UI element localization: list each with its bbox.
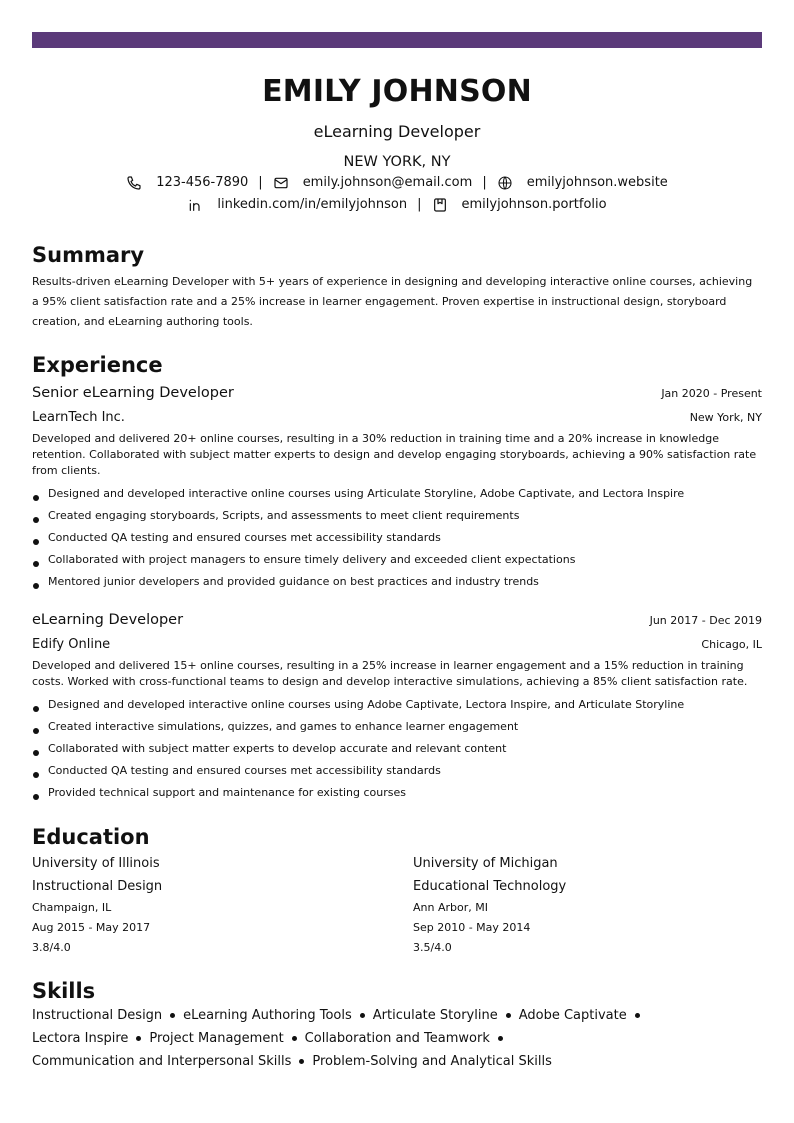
bullet-dot xyxy=(299,1059,304,1064)
edu-location: Champaign, IL xyxy=(32,901,112,914)
job-role: Senior eLearning Developer xyxy=(32,385,234,401)
email-address[interactable]: emily.johnson@email.com xyxy=(302,175,473,190)
bullet-dot xyxy=(498,1036,503,1041)
list-item: Conducted QA testing and ensured courses met accessibility standards xyxy=(32,760,762,782)
skill-item: Communication and Interpersonal Skills xyxy=(32,1054,292,1069)
job-location: Chicago, IL xyxy=(701,638,762,651)
edu-dates: Aug 2015 - May 2017 xyxy=(32,921,151,934)
portfolio-icon xyxy=(432,197,448,213)
resume-header xyxy=(32,74,762,216)
edu-field: Instructional Design xyxy=(32,879,163,894)
experience-heading: Experience xyxy=(32,353,163,377)
bullet-dot xyxy=(136,1036,141,1041)
edu-field: Educational Technology xyxy=(413,879,567,894)
job-role: eLearning Developer xyxy=(32,612,184,628)
job-entry xyxy=(32,382,762,593)
education-entry xyxy=(32,852,413,958)
list-item: Designed and developed interactive online courses using Adobe Captivate, Lectora Inspire, and Articulate Storyline xyxy=(32,694,762,716)
bullet-dot xyxy=(635,1013,640,1018)
skills-row xyxy=(32,1027,762,1050)
skills-row xyxy=(32,1050,762,1073)
list-item: Collaborated with subject matter experts to develop accurate and relevant content xyxy=(32,738,762,760)
contact-separator: | xyxy=(417,197,422,212)
edu-gpa: 3.5/4.0 xyxy=(413,941,452,954)
edu-dates: Sep 2010 - May 2014 xyxy=(413,921,531,934)
job-description: Developed and delivered 20+ online courses, resulting in a 30% reduction in training time and a 20% increase in knowledge retention. Collaborated with subject matter experts to design and develop engaging storyboards, achieving a 90% satisfaction rate from clients. xyxy=(32,432,757,477)
bullet-dot xyxy=(360,1013,365,1018)
contact-row-2 xyxy=(32,194,762,216)
accent-bar xyxy=(32,32,762,48)
skills-row xyxy=(32,1004,762,1027)
list-item: Mentored junior developers and provided guidance on best practices and industry trends xyxy=(32,571,762,593)
skill-item: Problem-Solving and Analytical Skills xyxy=(312,1054,552,1069)
skills-heading: Skills xyxy=(32,979,96,1003)
portfolio-link[interactable]: emilyjohnson.portfolio xyxy=(461,197,607,212)
list-item: Designed and developed interactive online courses using Articulate Storyline, Adobe Captivate, and Lectora Inspire xyxy=(32,483,762,505)
bullet-dot xyxy=(506,1013,511,1018)
bullet-dot xyxy=(170,1013,175,1018)
contact-separator: | xyxy=(258,175,263,190)
list-item: Created interactive simulations, quizzes, and games to enhance learner engagement xyxy=(32,716,762,738)
email-icon xyxy=(273,175,289,191)
job-location: New York, NY xyxy=(689,411,762,424)
list-item: Collaborated with project managers to ensure timely delivery and exceeded client expectations xyxy=(32,549,762,571)
candidate-name: EMILY JOHNSON xyxy=(262,74,532,109)
candidate-title: eLearning Developer xyxy=(313,122,481,141)
linkedin-icon xyxy=(187,197,203,213)
job-bullets xyxy=(32,483,762,593)
job-dates: Jan 2020 - Present xyxy=(661,387,762,400)
skill-item: Articulate Storyline xyxy=(372,1008,498,1023)
job-entry xyxy=(32,609,762,804)
skill-item: eLearning Authoring Tools xyxy=(183,1008,352,1023)
experience-section xyxy=(32,352,762,804)
skill-item: Lectora Inspire xyxy=(32,1031,129,1046)
skill-item: Project Management xyxy=(149,1031,284,1046)
summary-section xyxy=(32,242,762,332)
job-bullets xyxy=(32,694,762,804)
education-heading: Education xyxy=(32,825,150,849)
job-dates: Jun 2017 - Dec 2019 xyxy=(649,614,762,627)
job-company: LearnTech Inc. xyxy=(32,410,125,425)
skill-item: Adobe Captivate xyxy=(518,1008,627,1023)
education-entry xyxy=(413,852,762,958)
education-section xyxy=(32,824,762,958)
job-company: Edify Online xyxy=(32,637,111,652)
phone-icon xyxy=(126,175,142,191)
resume-page xyxy=(32,32,762,1073)
edu-school: University of Michigan xyxy=(413,856,558,871)
edu-school: University of Illinois xyxy=(32,856,160,871)
linkedin-link[interactable]: linkedin.com/in/emilyjohnson xyxy=(217,197,408,212)
list-item: Created engaging storyboards, Scripts, and assessments to meet client requirements xyxy=(32,505,762,527)
phone-number[interactable]: 123-456-7890 xyxy=(156,175,249,190)
contact-row-1 xyxy=(32,172,762,194)
edu-gpa: 3.8/4.0 xyxy=(32,941,71,954)
edu-location: Ann Arbor, MI xyxy=(413,901,488,914)
skills-section xyxy=(32,978,762,1073)
list-item: Provided technical support and maintenance for existing courses xyxy=(32,782,762,804)
website-link[interactable]: emilyjohnson.website xyxy=(526,175,668,190)
bullet-dot xyxy=(292,1036,297,1041)
list-item: Conducted QA testing and ensured courses met accessibility standards xyxy=(32,527,762,549)
skill-item: Collaboration and Teamwork xyxy=(304,1031,490,1046)
candidate-location: NEW YORK, NY xyxy=(343,154,451,170)
contact-separator: | xyxy=(482,175,487,190)
job-description: Developed and delivered 15+ online courses, resulting in a 25% increase in learner engagement and a 15% reduction in training costs. Worked with cross-functional teams to design and develop interactive simulations, achieving a 85% client satisfaction rate. xyxy=(32,659,748,688)
summary-heading: Summary xyxy=(32,243,145,267)
globe-icon xyxy=(497,175,513,191)
summary-text: Results-driven eLearning Developer with 5+ years of experience in designing and developing interactive online courses, achieving a 95% client satisfaction rate and a 25% increase in learner engagement. Proven expertise in instructional design, storyboard creation, and eLearning authoring tools. xyxy=(32,275,753,328)
skill-item: Instructional Design xyxy=(32,1008,163,1023)
